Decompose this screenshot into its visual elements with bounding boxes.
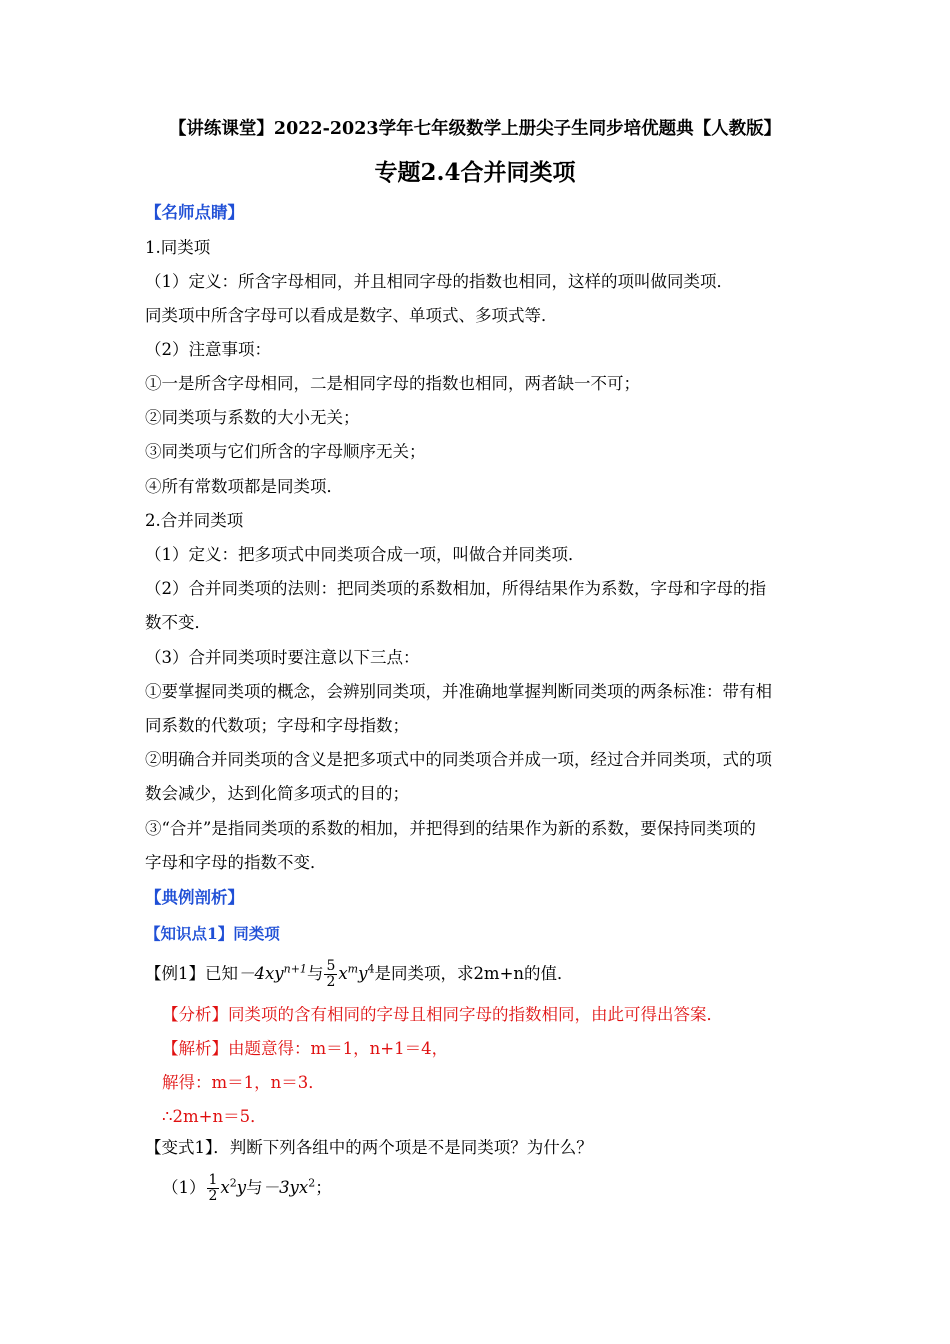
page-title: 专题2.4合并同类项 (374, 159, 576, 186)
tip-line: ④所有常数项都是同类项． (145, 477, 343, 496)
math-exponent: n+1 (283, 962, 307, 976)
tip-line: （1）定义：所含字母相同，并且相同字母的指数也相同，这样的项叫做同类项． (145, 272, 733, 291)
math-term: －3yx (262, 1178, 309, 1197)
example-label: 【例1】 (145, 964, 205, 983)
solution-text: 由题意得：m＝1，n+1＝4， (228, 1039, 449, 1058)
math-term: y (236, 1178, 247, 1197)
tip-line: 1.同类项 (145, 238, 211, 257)
tip-line: 字母和字母的指数不变． (145, 853, 327, 872)
tip-line: ②同类项与系数的大小无关； (145, 408, 360, 427)
variant1 (145, 1137, 593, 1159)
tip-line: （2）注意事项： (145, 340, 271, 359)
variant-text: ．判断下列各组中的两个项是不是同类项？为什么？ (213, 1138, 593, 1157)
math-exponent: 2 (308, 1176, 316, 1190)
example-text: 已知 (205, 964, 238, 983)
tip-line: 同类项中所含字母可以看成是数字、单项式、多项式等． (145, 306, 558, 325)
fraction-numerator: 1 (208, 1172, 218, 1188)
analysis-label: 【分析】 (162, 1005, 228, 1024)
tip-line: 数会减少，达到化简多项式的目的； (145, 784, 409, 803)
fraction-denominator: 2 (208, 1188, 218, 1204)
example1 (145, 957, 574, 991)
knowledge-point-heading: 【知识点1】同类项 (145, 924, 280, 943)
solution-label: 【解析】 (162, 1039, 228, 1058)
tip-line: （2）合并同类项的法则：把同类项的系数相加，所得结果作为系数，字母和字母的指 (145, 579, 766, 598)
tip-line: 同系数的代数项；字母和字母指数； (145, 716, 409, 735)
tip-line: ①要掌握同类项的概念，会辨别同类项，并准确地掌握判断同类项的两条标准：带有相 (145, 682, 772, 701)
item-label: （1） (162, 1178, 206, 1197)
analysis (162, 1004, 723, 1026)
tip-line: 数不变． (145, 613, 211, 632)
variant-label: 【变式1】 (145, 1138, 214, 1157)
variant-item-1 (162, 1170, 332, 1206)
fraction (324, 959, 337, 990)
item-text: ； (315, 1178, 332, 1197)
math-term: x (220, 1178, 230, 1197)
solution-line: 解得：m＝1，n＝3． (162, 1073, 325, 1092)
item-text: 与 (246, 1178, 263, 1197)
tip-line: ③同类项与它们所含的字母顺序无关； (145, 442, 426, 461)
example-text: 是同类项，求2m+n的值． (374, 964, 574, 983)
fraction-numerator: 5 (326, 958, 336, 974)
math-term: x (338, 964, 348, 983)
section-heading-examples: 【典例剖析】 (145, 888, 244, 907)
tip-line: （3）合并同类项时要注意以下三点： (145, 648, 420, 667)
tip-line: ①一是所含字母相同，二是相同字母的指数也相同，两者缺一不可； (145, 374, 640, 393)
tip-line: 2.合并同类项 (145, 511, 244, 530)
math-term: y (358, 964, 368, 983)
fraction (207, 1173, 220, 1204)
math-exponent: m (347, 962, 359, 976)
series-title: 【讲练课堂】2022-2023学年七年级数学上册尖子生同步培优题典【人教版】 (168, 119, 782, 139)
math-term: －4xy (238, 964, 284, 983)
tip-line: ③“合并”是指同类项的系数的相加，并把得到的结果作为新的系数，要保持同类项的 (145, 819, 756, 838)
tip-line: （1）定义：把多项式中同类项合成一项，叫做合并同类项． (145, 545, 585, 564)
math-exponent: 2 (229, 1176, 237, 1190)
solution (162, 1038, 448, 1060)
section-heading-tips: 【名师点睛】 (145, 203, 244, 222)
math-exponent: 4 (367, 962, 375, 976)
tip-line: ②明确合并同类项的含义是把多项式中的同类项合并成一项，经过合并同类项，式的项 (145, 750, 772, 769)
analysis-text: 同类项的含有相同的字母且相同字母的指数相同，由此可得出答案． (228, 1005, 723, 1024)
solution-line: ∴2m+n＝5． (162, 1107, 267, 1126)
example-text: 与 (306, 964, 324, 983)
fraction-denominator: 2 (326, 974, 336, 990)
